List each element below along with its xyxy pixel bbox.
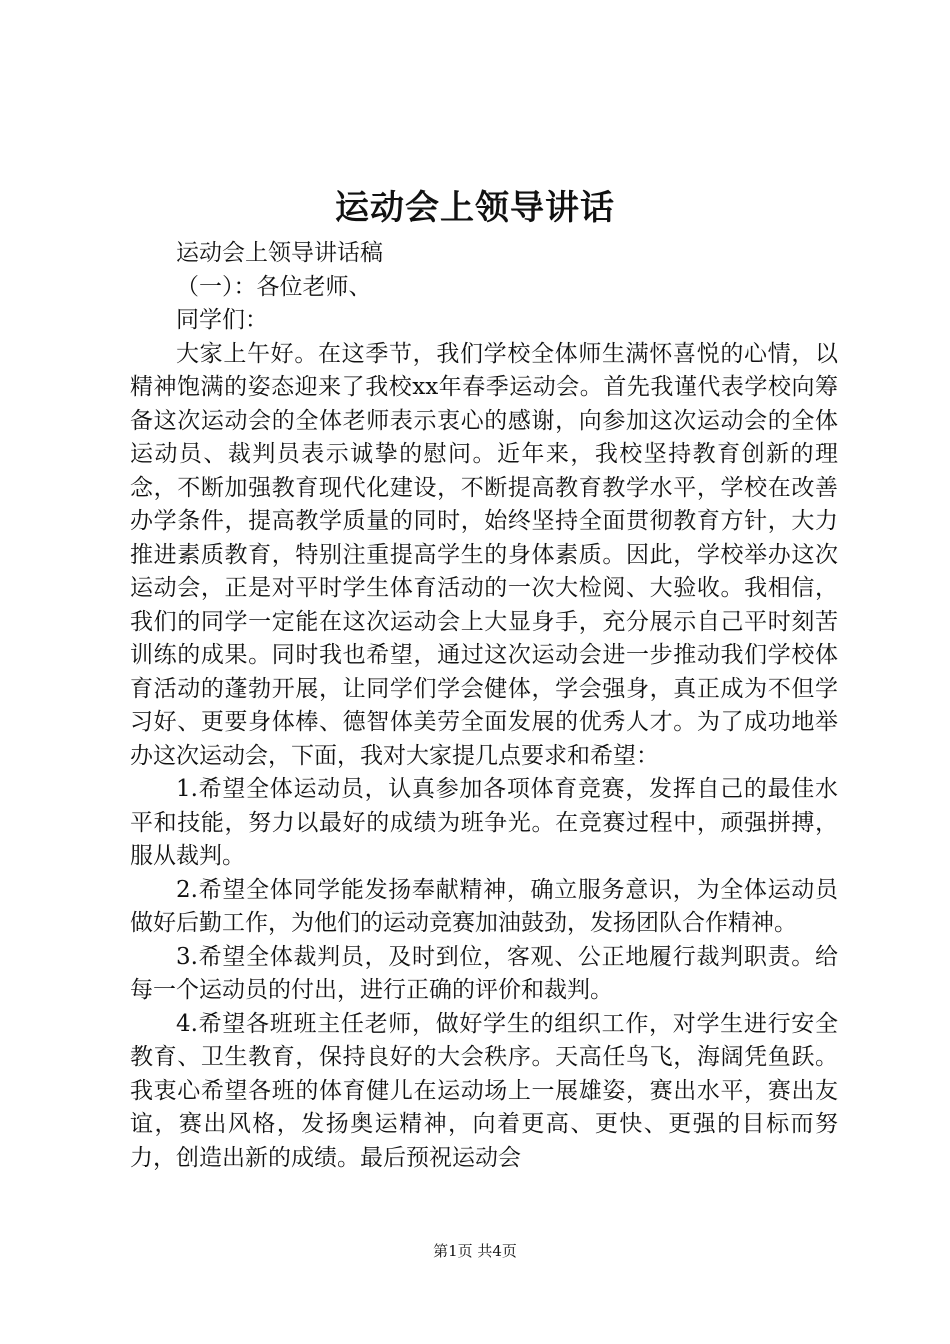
paragraph-item-1: 1.希望全体运动员，认真参加各项体育竞赛，发挥自己的最佳水平和技能，努力以最好的成绩为班争光。在竞赛过程中，顽强拼搏，服从裁判。 [130, 776, 838, 869]
page-number-footer: 第1页 共4页 [433, 1242, 517, 1260]
paragraph-subtitle: 运动会上领导讲话稿 [176, 240, 383, 266]
paragraph-item-4: 4.希望各班班主任老师，做好学生的组织工作，对学生进行安全教育、卫生教育，保持良好的大会秩序。天高任鸟飞，海阔凭鱼跃。我衷心希望各班的体育健儿在运动场上一展雄姿，赛出水平，赛出友谊，赛出风格，发扬奥运精神，向着更高、更快、更强的目标而努力，创造出新的成绩。最后预祝运动会 [130, 1010, 838, 1171]
paragraph-item-2: 2.希望全体同学能发扬奉献精神，确立服务意识，为全体运动员做好后勤工作，为他们的运动竞赛加油鼓劲，发扬团队合作精神。 [130, 876, 838, 936]
document-title: 运动会上领导讲话 [335, 188, 615, 228]
paragraph-intro: 大家上午好。在这季节，我们学校全体师生满怀喜悦的心情，以精神饱满的姿态迎来了我校xx年春季运动会。首先我谨代表学校向筹备这次运动会的全体老师表示衷心的感谢，向参加这次运动会的全体运动员、裁判员表示诚挚的慰问。近年来，我校坚持教育创新的理念，不断加强教育现代化建设，不断提高教育教学水平，学校在改善办学条件，提高教学质量的同时，始终坚持全面贯彻教育方针，大力推进素质教育，特别注重提高学生的身体素质。因此，学校举办这次运动会，正是对平时学生体育活动的一次大检阅、大验收。我相信，我们的同学一定能在这次运动会上大显身手，充分展示自己平时刻苦训练的成果。同时我也希望，通过这次运动会进一步推动我们学校体育活动的蓬勃开展，让同学们学会健体，学会强身，真正成为不但学习好、更要身体棒、德智体美劳全面发展的优秀人才。为了成功地举办这次运动会，下面，我对大家提几点要求和希望： [130, 340, 838, 769]
paragraph-item-3: 3.希望全体裁判员，及时到位，客观、公正地履行裁判职责。给每一个运动员的付出，进行正确的评价和裁判。 [130, 943, 838, 1003]
document-body [130, 237, 838, 1175]
paragraph-section-heading: （一）：各位老师、 [176, 273, 372, 300]
paragraph-salutation: 同学们： [176, 307, 268, 333]
